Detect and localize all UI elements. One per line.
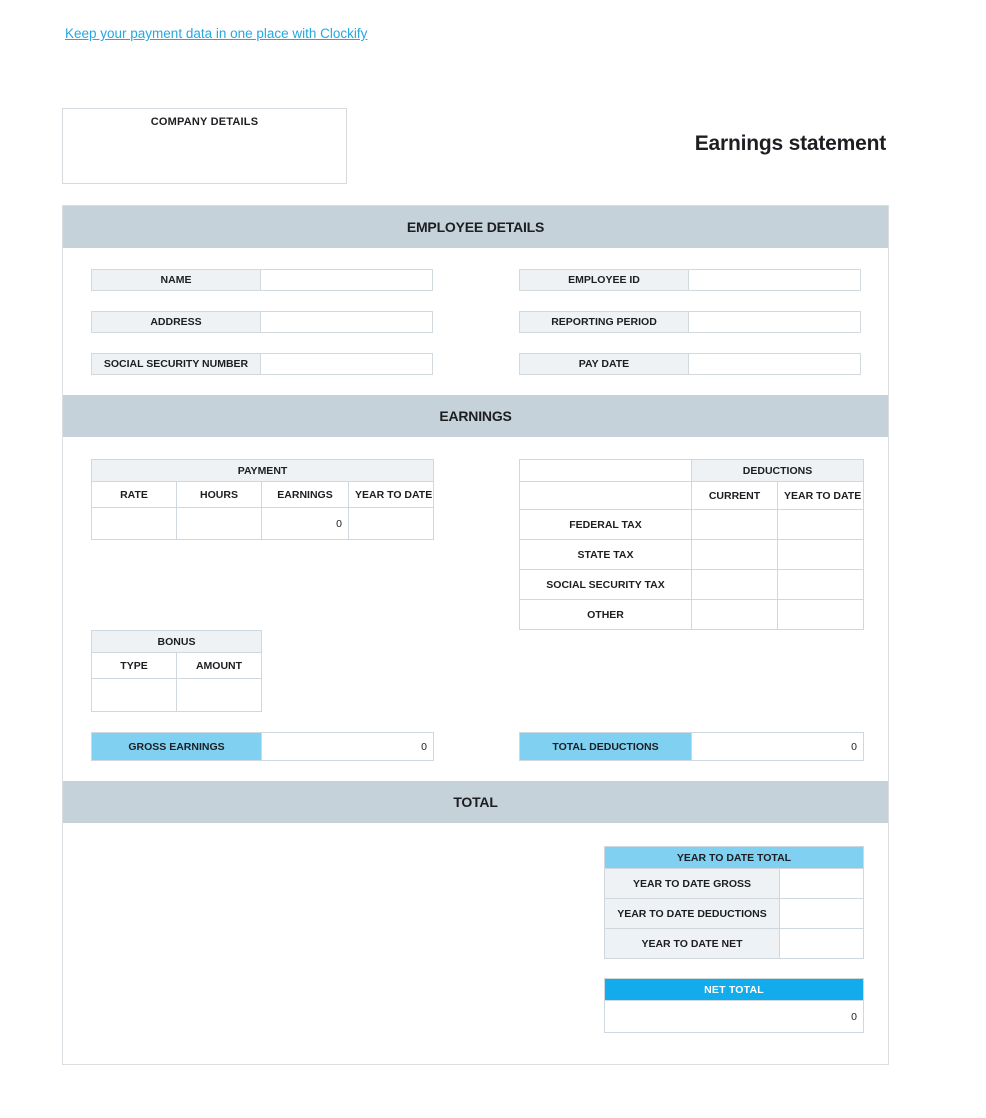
deduction-label-federal-tax: FEDERAL TAX: [520, 510, 692, 540]
field-label-address: ADDRESS: [91, 311, 261, 333]
payment-col-ytd: YEAR TO DATE: [349, 482, 434, 508]
ytd-gross-label: YEAR TO DATE GROSS: [605, 869, 780, 899]
company-details-label: COMPANY DETAILS: [150, 116, 259, 128]
deductions-col-current: CURRENT: [692, 482, 778, 510]
ytd-total-title: YEAR TO DATE TOTAL: [605, 847, 864, 869]
clockify-link[interactable]: Keep your payment data in one place with Clockify: [65, 26, 368, 41]
field-input-name[interactable]: [261, 269, 433, 291]
deduction-other-current-cell[interactable]: [692, 600, 778, 630]
field-input-address[interactable]: [261, 311, 433, 333]
deduction-other-ytd-cell[interactable]: [778, 600, 864, 630]
payment-ytd-cell[interactable]: [349, 508, 434, 540]
deduction-ss-current-cell[interactable]: [692, 570, 778, 600]
deductions-table: [519, 459, 864, 630]
total-deductions-label: TOTAL DEDUCTIONS: [520, 733, 692, 761]
field-label-pay-date: PAY DATE: [519, 353, 689, 375]
deduction-label-social-security-tax: SOCIAL SECURITY TAX: [520, 570, 692, 600]
deductions-table-title: DEDUCTIONS: [692, 460, 864, 482]
field-input-reporting-period[interactable]: [689, 311, 861, 333]
company-details-box[interactable]: [62, 108, 347, 184]
payment-table: [91, 459, 434, 540]
net-total-value-cell[interactable]: 0: [605, 1001, 864, 1033]
field-row-address: [91, 311, 433, 333]
payment-col-rate: RATE: [92, 482, 177, 508]
total-section-header: TOTAL: [63, 781, 888, 823]
field-row-pay-date: [519, 353, 861, 375]
earnings-section-header: EARNINGS: [63, 395, 888, 437]
gross-earnings-value-cell[interactable]: 0: [262, 733, 434, 761]
field-label-reporting-period: REPORTING PERIOD: [519, 311, 689, 333]
deduction-label-other: OTHER: [520, 600, 692, 630]
deductions-spacer: [520, 482, 692, 510]
deduction-ss-ytd-cell[interactable]: [778, 570, 864, 600]
field-label-ssn: SOCIAL SECURITY NUMBER: [91, 353, 261, 375]
bonus-table: [91, 630, 262, 712]
payment-col-hours: HOURS: [177, 482, 262, 508]
deductions-col-ytd: YEAR TO DATE: [778, 482, 864, 510]
net-total-table: [604, 978, 864, 1033]
ytd-gross-value-cell[interactable]: [780, 869, 864, 899]
bonus-col-amount: AMOUNT: [177, 653, 262, 679]
total-deductions-value-cell[interactable]: 0: [692, 733, 864, 761]
ytd-deductions-value-cell[interactable]: [780, 899, 864, 929]
deductions-spacer: [520, 460, 692, 482]
field-row-reporting-period: [519, 311, 861, 333]
payment-rate-cell[interactable]: [92, 508, 177, 540]
field-row-ssn: [91, 353, 433, 375]
deduction-state-current-cell[interactable]: [692, 540, 778, 570]
deduction-state-ytd-cell[interactable]: [778, 540, 864, 570]
field-row-name: [91, 269, 433, 291]
field-label-employee-id: EMPLOYEE ID: [519, 269, 689, 291]
payment-col-earnings: EARNINGS: [262, 482, 349, 508]
field-label-name: NAME: [91, 269, 261, 291]
gross-earnings-row: [91, 732, 434, 761]
ytd-total-table: [604, 846, 864, 959]
ytd-net-value-cell[interactable]: [780, 929, 864, 959]
bonus-amount-cell[interactable]: [177, 679, 262, 712]
ytd-net-label: YEAR TO DATE NET: [605, 929, 780, 959]
bonus-table-title: BONUS: [92, 631, 262, 653]
field-input-employee-id[interactable]: [689, 269, 861, 291]
field-input-ssn[interactable]: [261, 353, 433, 375]
bonus-type-cell[interactable]: [92, 679, 177, 712]
ytd-deductions-label: YEAR TO DATE DEDUCTIONS: [605, 899, 780, 929]
bonus-col-type: TYPE: [92, 653, 177, 679]
gross-earnings-label: GROSS EARNINGS: [92, 733, 262, 761]
total-deductions-row: [519, 732, 864, 761]
field-input-pay-date[interactable]: [689, 353, 861, 375]
statement-body: [62, 205, 889, 1065]
payment-earnings-cell[interactable]: 0: [262, 508, 349, 540]
deduction-label-state-tax: STATE TAX: [520, 540, 692, 570]
employee-details-section-header: EMPLOYEE DETAILS: [63, 206, 888, 248]
deduction-federal-current-cell[interactable]: [692, 510, 778, 540]
page-title: Earnings statement: [694, 132, 886, 155]
field-row-employee-id: [519, 269, 861, 291]
deduction-federal-ytd-cell[interactable]: [778, 510, 864, 540]
payment-hours-cell[interactable]: [177, 508, 262, 540]
payment-table-title: PAYMENT: [92, 460, 434, 482]
net-total-title: NET TOTAL: [605, 979, 864, 1001]
